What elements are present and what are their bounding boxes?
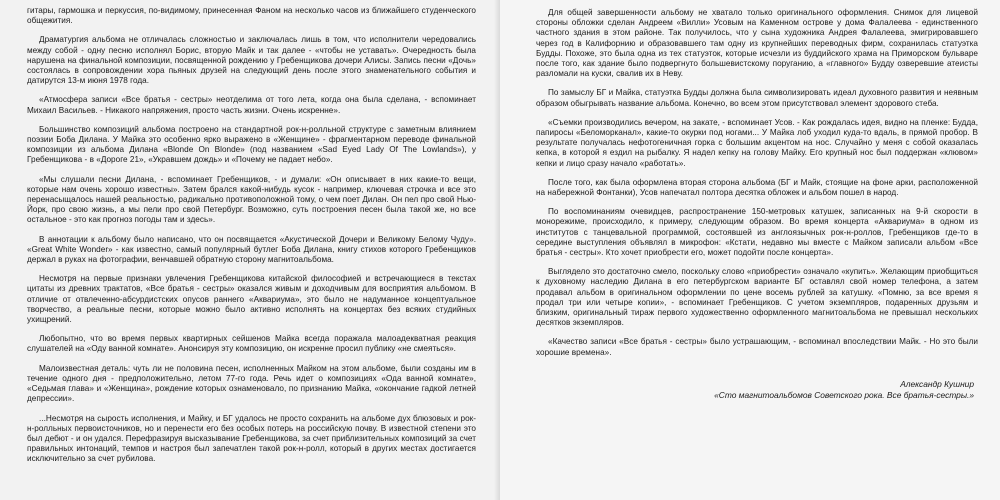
left-paragraph-2: Драматургия альбома не отличалась сложностью и заключалась лишь в том, что исполнители чередовались между собой - одну песню исполнял Борис, вторую Майк и так далее - «чтобы не уставать». Очередность была нарушена на финальной композиции, посвященной рождению у Гребенщикова дочери Алисы. Запись песни «Дочь» состоялась в сопровождении хора пьяных друзей на следующий день после этого знаменательного события и датирутся 13-м июня 1978 года. [27,35,476,86]
left-paragraph-4: Большинство композиций альбома построено на стандартной рок-н-ролльной структуре с заметным влиянием поэзии Боба Дилана. У Майка это особенно ярко выражено в «Женщине» - фрагментарном переводе финальной композиции из альбома Дилана «Blonde On Blonde» (под названием «Sad Eyed Lady Of The Lowlands»), у Гребенщикова - в «Дороге 21», «Укравшем дождь» и «Почему не падает небо». [27,124,476,165]
signature-author: Александр Кушнир [900,379,974,389]
right-paragraph-3: «Съемки производились вечером, на закате, - вспоминает Усов. - Как рождалась идея, видно на пленке: Будда, папиросы «Беломорканал», какие-то окурки под ногами... У Майка лоб уходил куда-то вдаль, в прямой пробор. В результате получалась нефотогеничная горка с большим акцентом на нос. Случайно у меня с собой оказалась кепка, в которой я ездил на рыбалку. Я надел кепку на голову Майку. Его крупный нос был поддержан «клювом» кепки и лицо сразу начало «работать». [536,117,978,168]
right-paragraph-1: Для общей завершенности альбому не хватало только оригинального оформления. Снимок для лицевой стороны обложки сделан Андреем «Вилли» Усовым на Каменном острове у дома Фалалеева - единственного частного здания в этом районе. Так получилось, что у сына художника Андрея Фалалеева, эмигрировавшего через год в Калифорнию и образовавшего там одну из крупнейших переводных фирм, сохранилась статуэтка Будды. Похоже, это была одна из тех статуэток, которые исчезли из буддийского храма на Приморском бульваре после того, как здание было подвергнуто большевистскому поруганию, а «главного» Будду озверевшие атеисты разломали на куски, свалив их в Неву. [536,8,978,79]
signature-source: «Сто магнитоальбомов Советского рока. Все братья-сестры.» [714,390,974,400]
left-paragraph-6: В аннотации к альбому было написано, что он посвящается «Акустической Дочери и Великому Белому Чуду». «Great White Wonder» - как известно, самый популярный бутлег Боба Дилана, книгу стихов которого Гребенщиков держал в руках на фотографии, венчавшей обратную сторону магнитоальбома. [27,234,476,265]
left-paragraph-7: Несмотря на первые признаки увлечения Гребенщикова китайской философией и встречающиеся в текстах цитаты из древних трактатов, «Все братья - сестры» оказался живым и доходчивым для восприятия альбомом. В отличие от отвлеченно-абсурдистских опусов раннего «Аквариума», это было не надуманное концептуальное творчество, а реальные песни, которые можно было активно исполнять на концертах без всяких студийных ухищрений. [27,274,476,325]
left-paragraph-1: гитары, гармошка и перкуссия, по-видимому, принесенная Фаном на несколько часов из ближайшего студенческого общежития. [27,6,476,26]
right-paragraph-7: «Качество записи «Все братья - сестры» было устрашающим, - вспоминал впоследствии Майк. - Но это были хорошие времена». [536,337,978,357]
left-paragraph-3: «Атмосфера записи «Все братья - сестры» неотделима от того лета, когда она была сделана, - вспоминает Михаил Васильев. - Никакого напряжения, просто часть жизни. Очень искренне». [27,95,476,115]
right-paragraph-2: По замыслу БГ и Майка, статуэтка Будды должна была символизировать идеал духовного развития и неявным образом обыгрывать название альбома. Конечно, во всем этом присутствовал элемент здорового стеба. [536,88,978,108]
right-paragraph-6: Выглядело это достаточно смело, поскольку слово «приобрести» означало «купить». Желающим приобщиться к духовному наследию Дилана в его петербургском варианте БГ оставлял свой номер телефона, а затем продавал альбом в оригинальном оформлении по цене восемь рублей за катушку. «Помню, за все время я продал три или четыре копии», - вспоминает Гребенщиков. С учетом экземпляров, подаренных друзьям и близким, оригинальный тираж первого художественно оформленного магнитоальбома не превышал нескольких десятков экземпляров. [536,267,978,328]
left-paragraph-9: Малоизвестная деталь: чуть ли не половина песен, исполненных Майком на этом альбоме, были созданы им в течение одного дня - предположительно, летом 77-го года. Речь идет о композициях «Ода ванной комнате», «Седьмая глава» и «Женщина», рождение которых ознаменовало, по признанию Майка, «окончание гадкой летней депрессии». [27,363,476,404]
left-paragraph-5: «Мы слушали песни Дилана, - вспоминает Гребенщиков, - и думали: «Он описывает в них какие-то вещи, которые нам очень хорошо известны». Затем брался какой-нибудь кусок - например, ключевая строчка и все это перенасыщалось нашей реальностью, радикально противоположной тому, о чем поет Дилан. Он пел про свой Нью-Йорк, про свою жизнь, а мы пели про свой Петербург. Возможно, суть построения песен была такой же, но все остальное - это как прогноз погоды там и здесь». [27,174,476,225]
left-paragraph-8: Любопытно, что во время первых квартирных сейшенов Майка всегда поражала малоадекватная реакция слушателей на «Оду ванной комнате». Анонсируя эту композицию, он искренне просил публику «не смеяться». [27,334,476,354]
right-page [500,0,1000,500]
right-paragraph-4: После того, как была оформлена вторая сторона альбома (БГ и Майк, стоящие на фоне арки, расположенной на набережной Фонтанки), Усов напечатал полтора десятка обложек и альбом пошел в народ. [536,177,978,198]
left-paragraph-10: ...Несмотря на сырость исполнения, и Майку, и БГ удалось не просто сохранить на альбоме дух блюзовых и рок-н-ролльных первоисточников, но и перенести его без особых потерь на российскую почву. В известной степени это был дебют - и он удался. Перефразируя высказывание Гребенщикова, за счет приблизительных композиций за счет правильных интонаций, темпов и настроя был запечатлен такой рок-н-ролл, который в других местах достигается исключительно за счет рубилова. [27,413,476,464]
right-paragraph-5: По воспоминаниям очевидцев, распространение 150-метровых катушек, записанных на 9-й скорости в монорежиме, происходило, к примеру, следующим образом. Во время концерта «Аквариума» в одном из институтов с танцевальной программой, состоявшей из англоязычных рок-н-роллов, Гребенщиков где-то в середине выступления объявлял в микрофон: «Кстати, недавно мы вместе с Майком записали альбом «Все братья - сестры». Кто хочет приобрести его, может подойти после концерта». [536,207,978,258]
signature-block [714,379,974,401]
